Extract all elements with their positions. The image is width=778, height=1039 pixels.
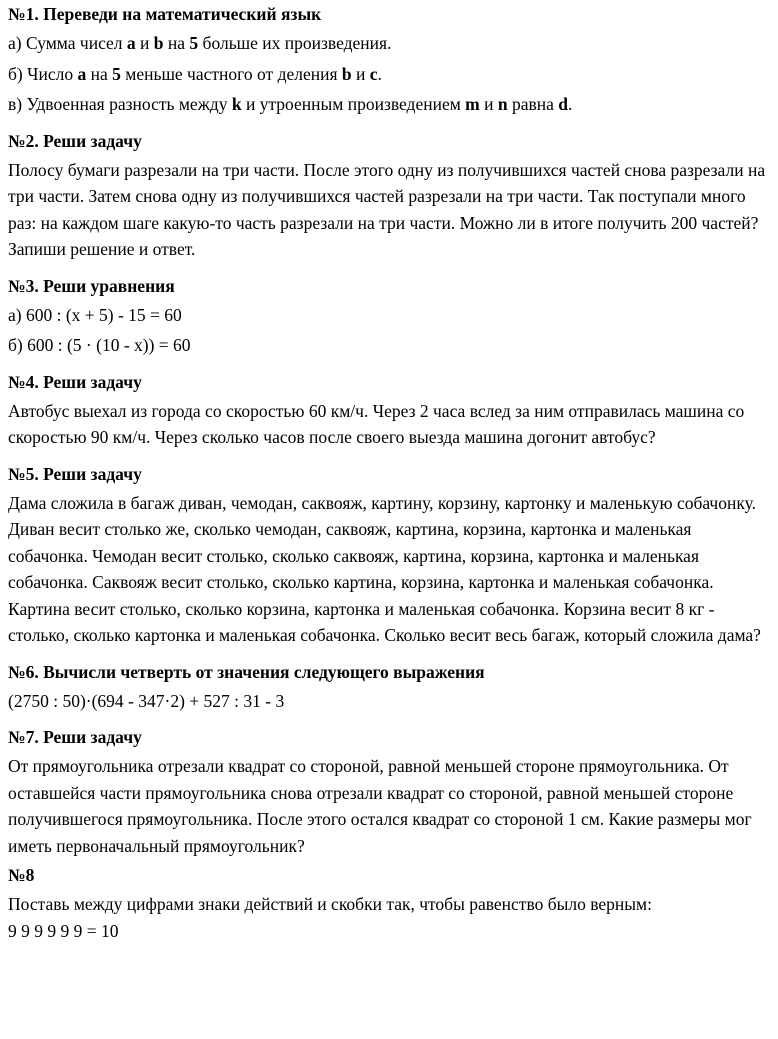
task-8 <box>8 863 770 944</box>
task-4-title: №4. Реши задачу <box>8 371 142 392</box>
task-7-title: №7. Реши задачу <box>8 727 142 747</box>
task-8-title: №8 <box>8 865 35 885</box>
task-4-text: Автобус выехал из города со скоростью 60 км/ч. Через 2 часа вслед за ним отправилась машина со скоростью 90 км/ч. Через сколько часов после своего выезда машина догонит автобус? <box>8 400 745 447</box>
equation-a: а) 600 : (x + 5) - 15 = 60 <box>8 304 182 325</box>
task-5-text: Дама сложила в багаж диван, чемодан, саквояж, картину, корзину, картонку и маленькую собачонку. Диван весит столько же, сколько чемодан, саквояж, картина, корзина, картонка и маленькая собачонка. Чемодан весит столько, сколько саквояж, картина, корзина, картонка и маленькая собачонка. Саквояж весит столько, сколько картина, корзина, картонка и маленькая собачонка. Картина весит столько, сколько корзина, картонка и маленькая собачонка. Корзина весит 8 кг - столько, сколько картонка и маленькая собачонка. Сколько весит весь багаж, который сложила дама? <box>8 492 761 645</box>
equation-b: б) 600 : (5 · (10 - x)) = 60 <box>8 335 191 355</box>
task-6 <box>8 660 770 715</box>
task-1-item-v: в) Удвоенная разность между k и утроенным произведением m и n равна d. <box>8 94 573 114</box>
task-2-title: №2. Реши задачу <box>8 130 142 151</box>
task-4 <box>8 370 770 451</box>
task-8-text: Поставь между цифрами знаки действий и скобки так, чтобы равенство было верным: <box>8 894 652 914</box>
task-1 <box>8 2 770 118</box>
task-3-title: №3. Реши уравнения <box>8 275 175 296</box>
task-1-item-b: б) Число a на 5 меньше частного от деления b и c. <box>8 63 382 84</box>
task-6-title: №6. Вычисли четверть от значения следующего выражения <box>8 661 485 682</box>
task-5 <box>8 462 770 649</box>
task-5-title: №5. Реши задачу <box>8 463 142 484</box>
task-1-item-a: а) Сумма чисел a и b на 5 больше их произведения. <box>8 33 392 53</box>
task-2 <box>8 129 770 263</box>
task-7 <box>8 725 770 859</box>
task-3 <box>8 274 770 359</box>
expression: (2750 : 50)·(694 - 347·2) + 527 : 31 - 3 <box>8 690 285 711</box>
task-1-title: №1. Переведи на математический язык <box>8 4 322 24</box>
equality: 9 9 9 9 9 9 = 10 <box>8 920 119 941</box>
task-2-text: Полосу бумаги разрезали на три части. После этого одну из получившихся частей снова разрезали на три части. Затем снова одну из получившихся частей разрезали на три части. Так поступали много раз: на каждом шаге какую-то часть разрезали на три части. Можно ли в итоге получить 200 частей? Запиши решение и ответ. <box>8 159 766 259</box>
task-7-text: От прямоугольника отрезали квадрат со стороной, равной меньшей стороне прямоугольника. От оставшейся части прямоугольника снова отрезали квадрат со стороной, равной меньшей стороне получившегося прямоугольника. После этого остался квадрат со стороной 1 см. Какие размеры мог иметь первоначальный прямоугольник? <box>8 756 752 856</box>
